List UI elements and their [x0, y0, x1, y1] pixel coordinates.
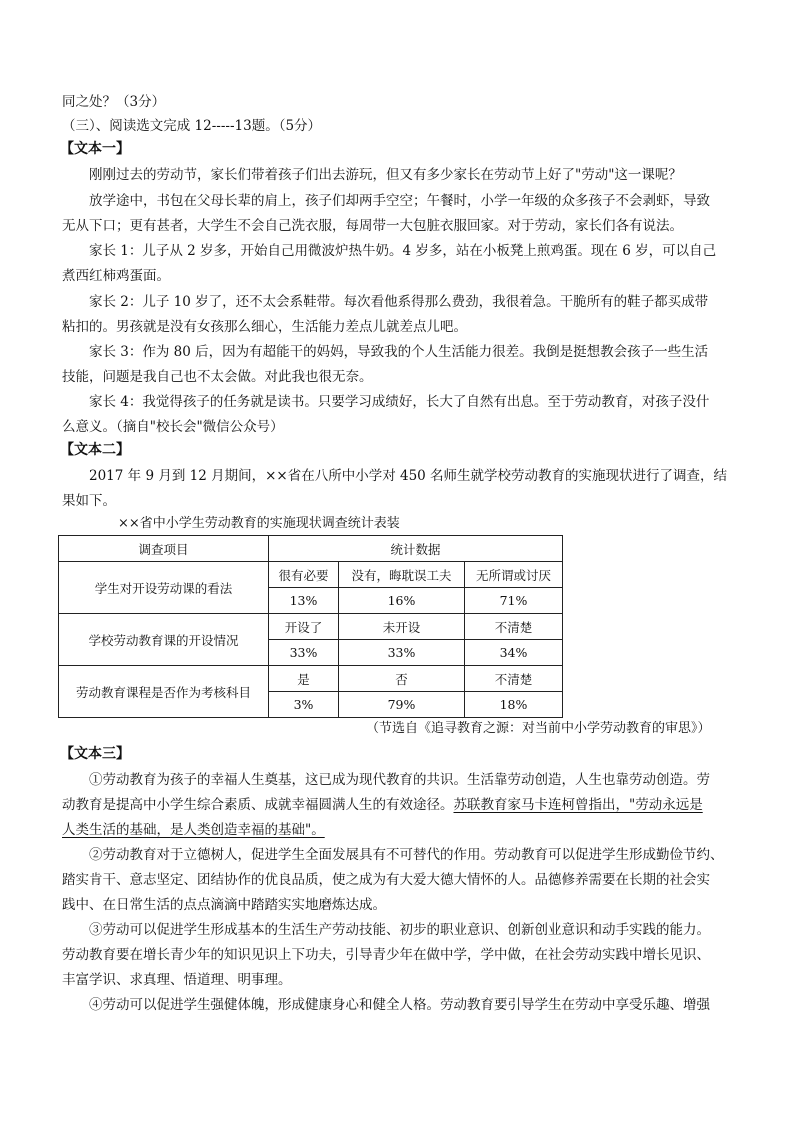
quote-underlined: 人类生活的基础，是人类创造幸福的基础"。: [62, 822, 325, 838]
quote-underlined: 苏联教育家马卡连柯曾指出，"劳动永远是: [453, 797, 703, 813]
text1-line: 家长 3：作为 80 后，因为有超能干的妈妈，导致我的个人生活能力很差。我倒是挺想教会孩子一些生活: [89, 344, 709, 360]
text1-line: 家长 4：我觉得孩子的任务就是读书。只要学习成绩好，长大了自然有出息。至于劳动教育，对孩子没什: [89, 394, 710, 410]
text2-line: 果如下。: [62, 493, 116, 509]
text3-plain: 动教育是提高中小学生综合素质、成就幸福圆满人生的有效途径。: [62, 797, 454, 813]
survey-table: [58, 535, 563, 718]
text1-line: 放学途中，书包在父母长辈的肩上，孩子们却两手空空；午餐时，小学一年级的众多孩子不会剥虾，导致: [89, 193, 710, 209]
table-row: [59, 666, 563, 692]
text1-line: 刚刚过去的劳动节，家长们带着孩子们出去游玩，但又有多少家长在劳动节上好了"劳动"这一课呢？: [89, 167, 682, 183]
option-label: 是: [269, 666, 339, 692]
text1-line: 技能，问题是我自己也不太会做。对此我也很无奈。: [62, 369, 373, 385]
row-item: 劳动教育课程是否作为考核科目: [59, 666, 269, 718]
text1-line: 么意义。（摘自"校长会"微信公众号）: [62, 419, 284, 435]
option-value: 79%: [339, 692, 465, 718]
option-label: 无所谓或讨厌: [465, 562, 563, 588]
text3-line: 踏实肯干、意志坚定、团结协作的优良品质，使之成为有大爱大德大情怀的人。品德修养需要在长期的社会实: [62, 872, 710, 888]
table-source: （节选自《追寻教育之源：对当前中小学劳动教育的审思》）: [366, 721, 711, 736]
table-header-row: [59, 536, 563, 562]
option-label: 否: [339, 666, 465, 692]
text1-line: 粘扣的。男孩就是没有女孩那么细心，生活能力差点儿就差点儿吧。: [62, 319, 467, 335]
text3-heading: 【文本三】: [60, 746, 130, 762]
option-value: 18%: [465, 692, 563, 718]
option-value: 33%: [269, 640, 339, 666]
text2-heading: 【文本二】: [60, 442, 130, 458]
text3-line: ①劳动教育为孩子的幸福人生奠基，这已成为现代教育的共识。生活靠劳动创造，人生也靠劳动创造。劳: [89, 772, 710, 788]
option-value: 16%: [339, 588, 465, 614]
row-item: 学生对开设劳动课的看法: [59, 562, 269, 614]
text3-line: ②劳动教育对于立德树人，促进学生全面发展具有不可替代的作用。劳动教育可以促进学生形成勤俭节约、: [89, 847, 724, 863]
text1-line: 无从下口；更有甚者，大学生不会自己洗衣服，每周带一大包脏衣服回家。对于劳动，家长们各有说法。: [62, 218, 683, 234]
option-value: 3%: [269, 692, 339, 718]
header-data: 统计数据: [269, 536, 563, 562]
option-label: 未开设: [339, 614, 465, 640]
option-label: 开设了: [269, 614, 339, 640]
text1-line: 煮西红柿鸡蛋面。: [62, 268, 170, 284]
table-row: [59, 614, 563, 640]
header-item: 调查项目: [59, 536, 269, 562]
intro-line-1: 同之处？（3分）: [62, 94, 166, 110]
option-value: 13%: [269, 588, 339, 614]
text3-line: 践中、在日常生活的点点滴滴中踏踏实实地磨炼达成。: [62, 897, 386, 913]
option-value: 71%: [465, 588, 563, 614]
text3-line: 丰富学识、求真理、悟道理、明事理。: [62, 972, 292, 988]
text1-heading: 【文本一】: [60, 141, 130, 157]
text2-line: 2017 年 9 月到 12 月期间，××省在八所中小学对 450 名师生就学校劳动教育的实施现状进行了调查，结: [89, 468, 728, 484]
option-label: 没有，晦耽误工夫: [339, 562, 465, 588]
text3-line: [62, 796, 703, 814]
option-label: 不清楚: [465, 614, 563, 640]
table-title: ××省中小学生劳动教育的实施现状调查统计表装: [118, 516, 400, 531]
row-item: 学校劳动教育课的开设情况: [59, 614, 269, 666]
section-3-title: （三）、阅读选文完成 12-----13题。（5分）: [62, 118, 322, 134]
option-value: 34%: [465, 640, 563, 666]
option-label: 不清楚: [465, 666, 563, 692]
option-value: 33%: [339, 640, 465, 666]
table-row: [59, 562, 563, 588]
text1-line: 家长 1：儿子从 2 岁多，开始自己用微波炉热牛奶。4 岁多，站在小板凳上煎鸡蛋。现在 6 岁，可以自己: [89, 243, 717, 259]
text1-line: 家长 2：儿子 10 岁了，还不太会系鞋带。每次看他系得那么费劲，我很着急。干脆所有的鞋子都买成带: [89, 294, 709, 310]
text3-line: ③劳动可以促进学生形成基本的生活生产劳动技能、初步的职业意识、创新创业意识和动手实践的能力。: [89, 922, 710, 938]
text3-line: ④劳动可以促进学生强健体魄，形成健康身心和健全人格。劳动教育要引导学生在劳动中享受乐趣、增强: [89, 997, 710, 1013]
option-label: 很有必要: [269, 562, 339, 588]
text3-line: 劳动教育要在增长青少年的知识见识上下功夫，引导青少年在做中学，学中做，在社会劳动实践中增长见识、: [62, 947, 710, 963]
